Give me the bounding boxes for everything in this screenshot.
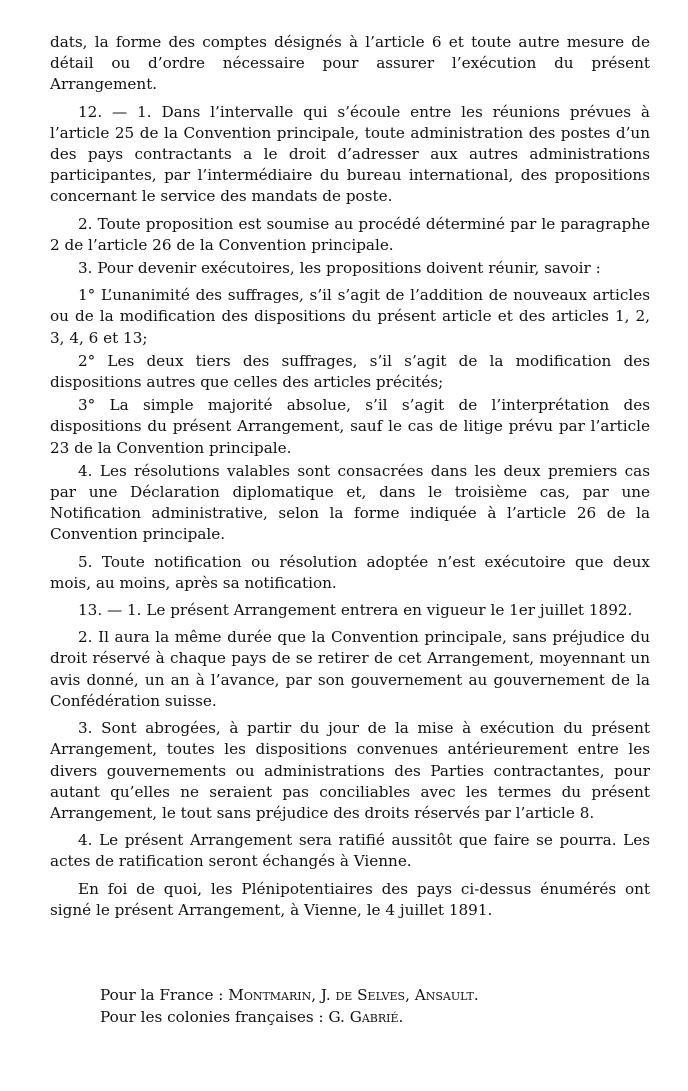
closing-paragraph: En foi de quoi, les Plénipotentiaires des pays ci-dessus énumérés ont signé le présent Arrangement, à Vienne, le 4 juillet 1891.: [50, 879, 650, 919]
article-13-paragraph-2: 2. Il aura la même durée que la Convention principale, sans préjudice du droit réservé à chaque pays de se retirer de cet Arrangement, moyennant un avis donné, un an à l’avance, par son gouvernement au gouvernement de la Confédération suisse.: [50, 628, 650, 710]
article-12-item-2: 2° Les deux tiers des suffrages, s’il s’agit de la modification des dispositions autres que celles des articles précités;: [50, 351, 650, 392]
signature-line-colonies: [100, 1006, 620, 1028]
signature-block: [100, 984, 620, 1028]
signature-line-france: [100, 984, 620, 1006]
signature-label: Pour les colonies françaises :: [100, 1008, 329, 1026]
article-12-paragraph-5: 5. Toute notification ou résolution adoptée n’est exécutoire que deux mois, au moins, après sa notification.: [50, 552, 650, 592]
document-body: [50, 32, 650, 927]
article-12-item-1: 1° L’unanimité des suffrages, s’il s’agit de l’addition de nouveaux articles ou de la modification des dispositions du présent article et des articles 1, 2, 3, 4, 6 et 13;: [50, 286, 650, 347]
signatory-names: G. Gabrié.: [328, 1008, 404, 1026]
article-13-paragraph-3: 3. Sont abrogées, à partir du jour de la mise à exécution du présent Arrangement, toutes les dispositions convenues antérieurement entre les divers gouvernements ou administrations des Parties contractantes, pour autant qu’elles ne seraient pas conciliables avec les termes du présent Arrangement, le tout sans préjudice des droits réservés par l’article 8.: [50, 719, 650, 822]
article-13-paragraph-4: 4. Le présent Arrangement sera ratifié aussitôt que faire se pourra. Les actes de ratification seront échangés à Vienne.: [50, 831, 650, 871]
paragraph-continuation: dats, la forme des comptes désignés à l’article 6 et toute autre mesure de détail ou d’ordre nécessaire pour assurer l’exécution du présent Arrangement.: [50, 33, 650, 94]
signature-label: Pour la France :: [100, 986, 229, 1004]
signatory-names: Montmarin, J. de Selves, Ansault.: [228, 986, 479, 1004]
article-12-item-3: 3° La simple majorité absolue, s’il s’agit de l’interprétation des dispositions du présent Arrangement, sauf le cas de litige prévu par l’article 23 de la Convention principale.: [50, 396, 650, 457]
article-12-paragraph-4: 4. Les résolutions valables sont consacrées dans les deux premiers cas par une Déclaration diplomatique et, dans le troisième cas, par une Notification administrative, selon la forme indiquée à l’article 26 de la Convention principale.: [50, 461, 650, 544]
article-13-paragraph-1: 13. — 1. Le présent Arrangement entrera en vigueur le 1er juillet 1892.: [78, 601, 633, 620]
article-12-paragraph-1: 12. — 1. Dans l’intervalle qui s’écoule entre les réunions prévues à l’article 25 de la Convention principale, toute administration des postes d’un des pays contractants a le droit d’adresser aux autres administrations participantes, par l’intermédiaire du bureau international, des propositions concernant le service des mandats de poste.: [50, 102, 650, 206]
article-12-paragraph-2: 2. Toute proposition est soumise au procédé déterminé par le paragraphe 2 de l’article 26 de la Convention principale.: [50, 214, 650, 254]
article-12-paragraph-3: 3. Pour devenir exécutoires, les propositions doivent réunir, savoir :: [78, 259, 601, 278]
